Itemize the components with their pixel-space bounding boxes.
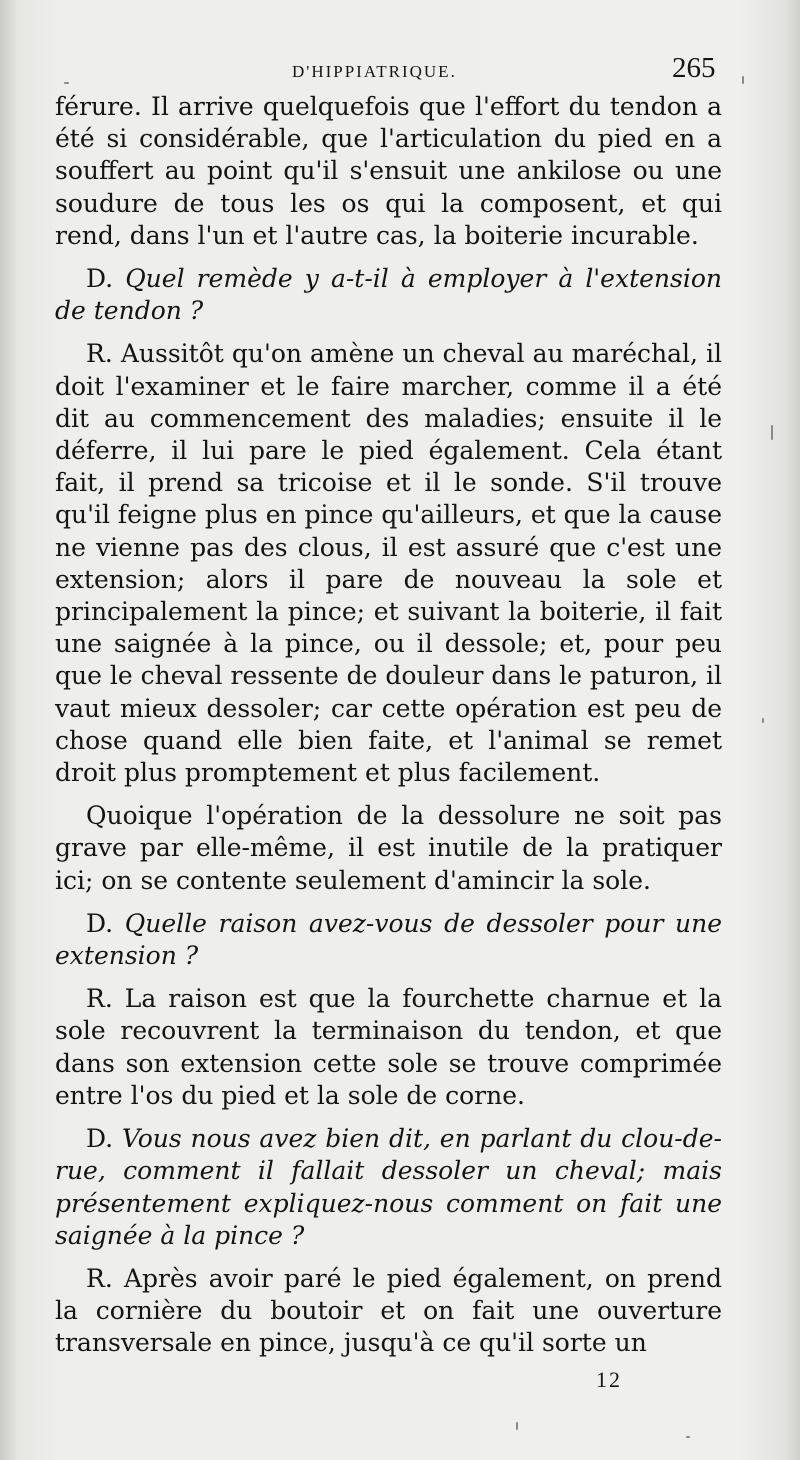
question-label: D.	[86, 1124, 114, 1154]
question-label: D.	[86, 908, 114, 938]
answer-saignee-pince	[55, 1263, 722, 1360]
question-text: Vous nous avez bien dit, en parlant du clou-de-rue, comment il fallait dessoler un cheval; mais présentement expliquez-nous comment on fait une saignée à la pince ?	[55, 1124, 722, 1250]
answer-text: Aussitôt qu'on amène un cheval au maréchal, il doit l'examiner et le faire marcher, comme il a été dit au commencement des maladies; ensuite il le déferre, il lui pare le pied également. Cela étant fait, il prend sa tricoise et il le sonde. S'il trouve qu'il feigne plus en pince qu'ailleurs, et que la cause ne vienne pas des clous, il est assuré que c'est une extension; alors il pare de nouveau la sole et principalement la pince; et suivant la boiterie, il fait une saignée à la pince, ou il dessole; et, pour peu que le cheval ressente de douleur dans le paturon, il vaut mieux dessoler; car cette opération est peu de chose quand elle bien faite, et l'animal se remet droit plus promptement et plus facilement.	[55, 339, 722, 788]
question-label: D.	[86, 264, 114, 294]
signature-mark: 12	[596, 1367, 622, 1392]
paper-speck	[762, 718, 764, 723]
paper-speck	[742, 76, 744, 84]
page-header	[0, 52, 800, 92]
paragraph-dessolure: Quoique l'opération de la dessolure ne soit pas grave par elle-même, il est inutile de la pratiquer ici; on se contente seulement d'amincir la sole.	[55, 801, 722, 895]
answer-label: R.	[86, 339, 113, 369]
paper-speck	[516, 1422, 518, 1430]
question-text: Quelle raison avez-vous de dessoler pour une extension ?	[55, 908, 723, 971]
running-head: D'HIPPIATRIQUE.	[292, 62, 457, 81]
answer-label: R.	[86, 1263, 113, 1293]
answer-dessoler-reason	[55, 983, 722, 1112]
paper-speck	[771, 425, 773, 440]
answer-label: R.	[86, 984, 113, 1014]
paper-speck	[64, 82, 69, 84]
paragraph-continuation: férure. Il arrive quelquefois que l'effort du tendon a été si considérable, que l'articulation du pied en a souffert au point qu'il s'ensuit une ankilose ou une soudure de tous les os qui la composent, et qui rend, dans l'un et l'autre cas, la boiterie incurable.	[55, 92, 722, 250]
answer-text: La raison est que la fourchette charnue et la sole recouvrent la terminaison du tendon, et que dans son extension cette sole se trouve comprimée entre l'os du pied et la sole de corne.	[55, 984, 722, 1110]
answer-extension-remedy	[55, 338, 722, 789]
question-dessoler-reason	[55, 908, 722, 972]
page-number: 265	[672, 52, 716, 84]
question-saignee-pince	[55, 1123, 722, 1252]
paper-speck	[686, 1436, 690, 1438]
question-text: Quel remède y a-t-il à employer à l'extension de tendon ?	[55, 264, 722, 326]
body-text	[55, 91, 722, 1360]
answer-text: Après avoir paré le pied également, on prend la cornière du boutoir et on fait une ouverture transversale en pince, jusqu'à ce qu'il sorte un	[55, 1263, 722, 1358]
question-extension-remedy	[55, 263, 722, 327]
